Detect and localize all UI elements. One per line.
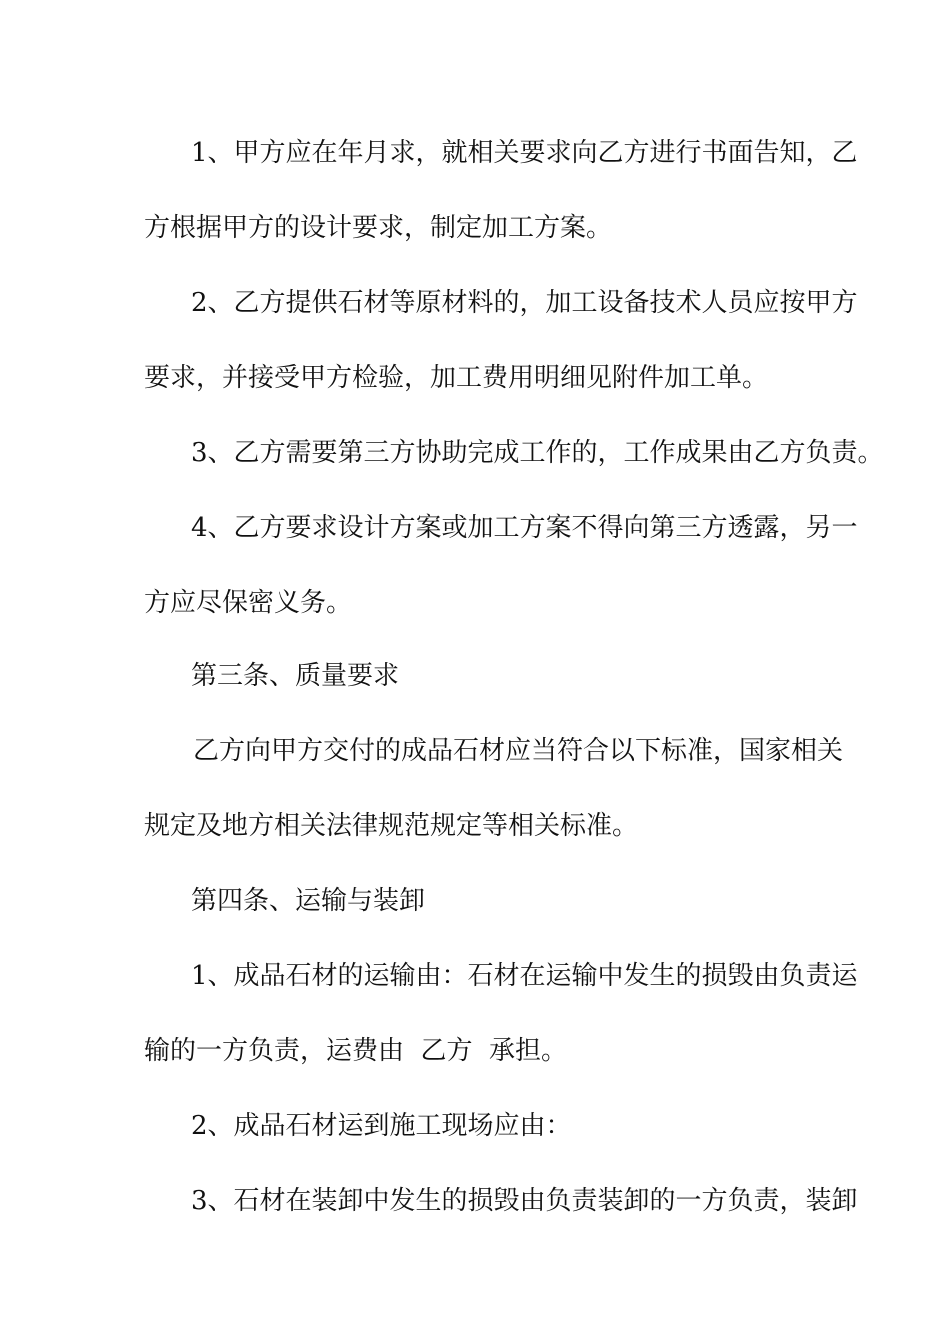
transport-clause-3-line-1: 3、石材在装卸中发生的损毁由负责装卸的一方负责，装卸 (191, 1186, 858, 1216)
transport-clause-2-line-1: 2、成品石材运到施工现场应由： (191, 1111, 572, 1141)
clause-2-line-1: 2、乙方提供石材等原材料的，加工设备技术人员应按甲方 (191, 288, 858, 318)
clause-1-line-2: 方根据甲方的设计要求，制定加工方案。 (144, 213, 613, 243)
transport-clause-1-line-1: 1、成品石材的运输由：石材在运输中发生的损毁由负责运 (191, 961, 858, 991)
transport-clause-1-line-2: 输的一方负责，运费由 乙方 承担。 (144, 1036, 568, 1066)
clause-3-line-1: 3、乙方需要第三方协助完成工作的，工作成果由乙方负责。 (191, 438, 884, 468)
clause-4-line-2: 方应尽保密义务。 (144, 588, 353, 618)
clause-4-line-1: 4、乙方要求设计方案或加工方案不得向第三方透露，另一 (191, 513, 858, 543)
quality-para-line-1: 乙方向甲方交付的成品石材应当符合以下标准，国家相关 (193, 736, 844, 766)
clause-2-line-2: 要求，并接受甲方检验，加工费用明细见附件加工单。 (144, 363, 769, 393)
quality-para-line-2: 规定及地方相关法律规范规定等相关标准。 (144, 811, 639, 841)
section-heading-quality: 第三条、质量要求 (191, 661, 400, 691)
section-heading-transport: 第四条、运输与装卸 (191, 886, 426, 916)
clause-1-line-1: 1、甲方应在年月求，就相关要求向乙方进行书面告知，乙 (191, 138, 858, 168)
